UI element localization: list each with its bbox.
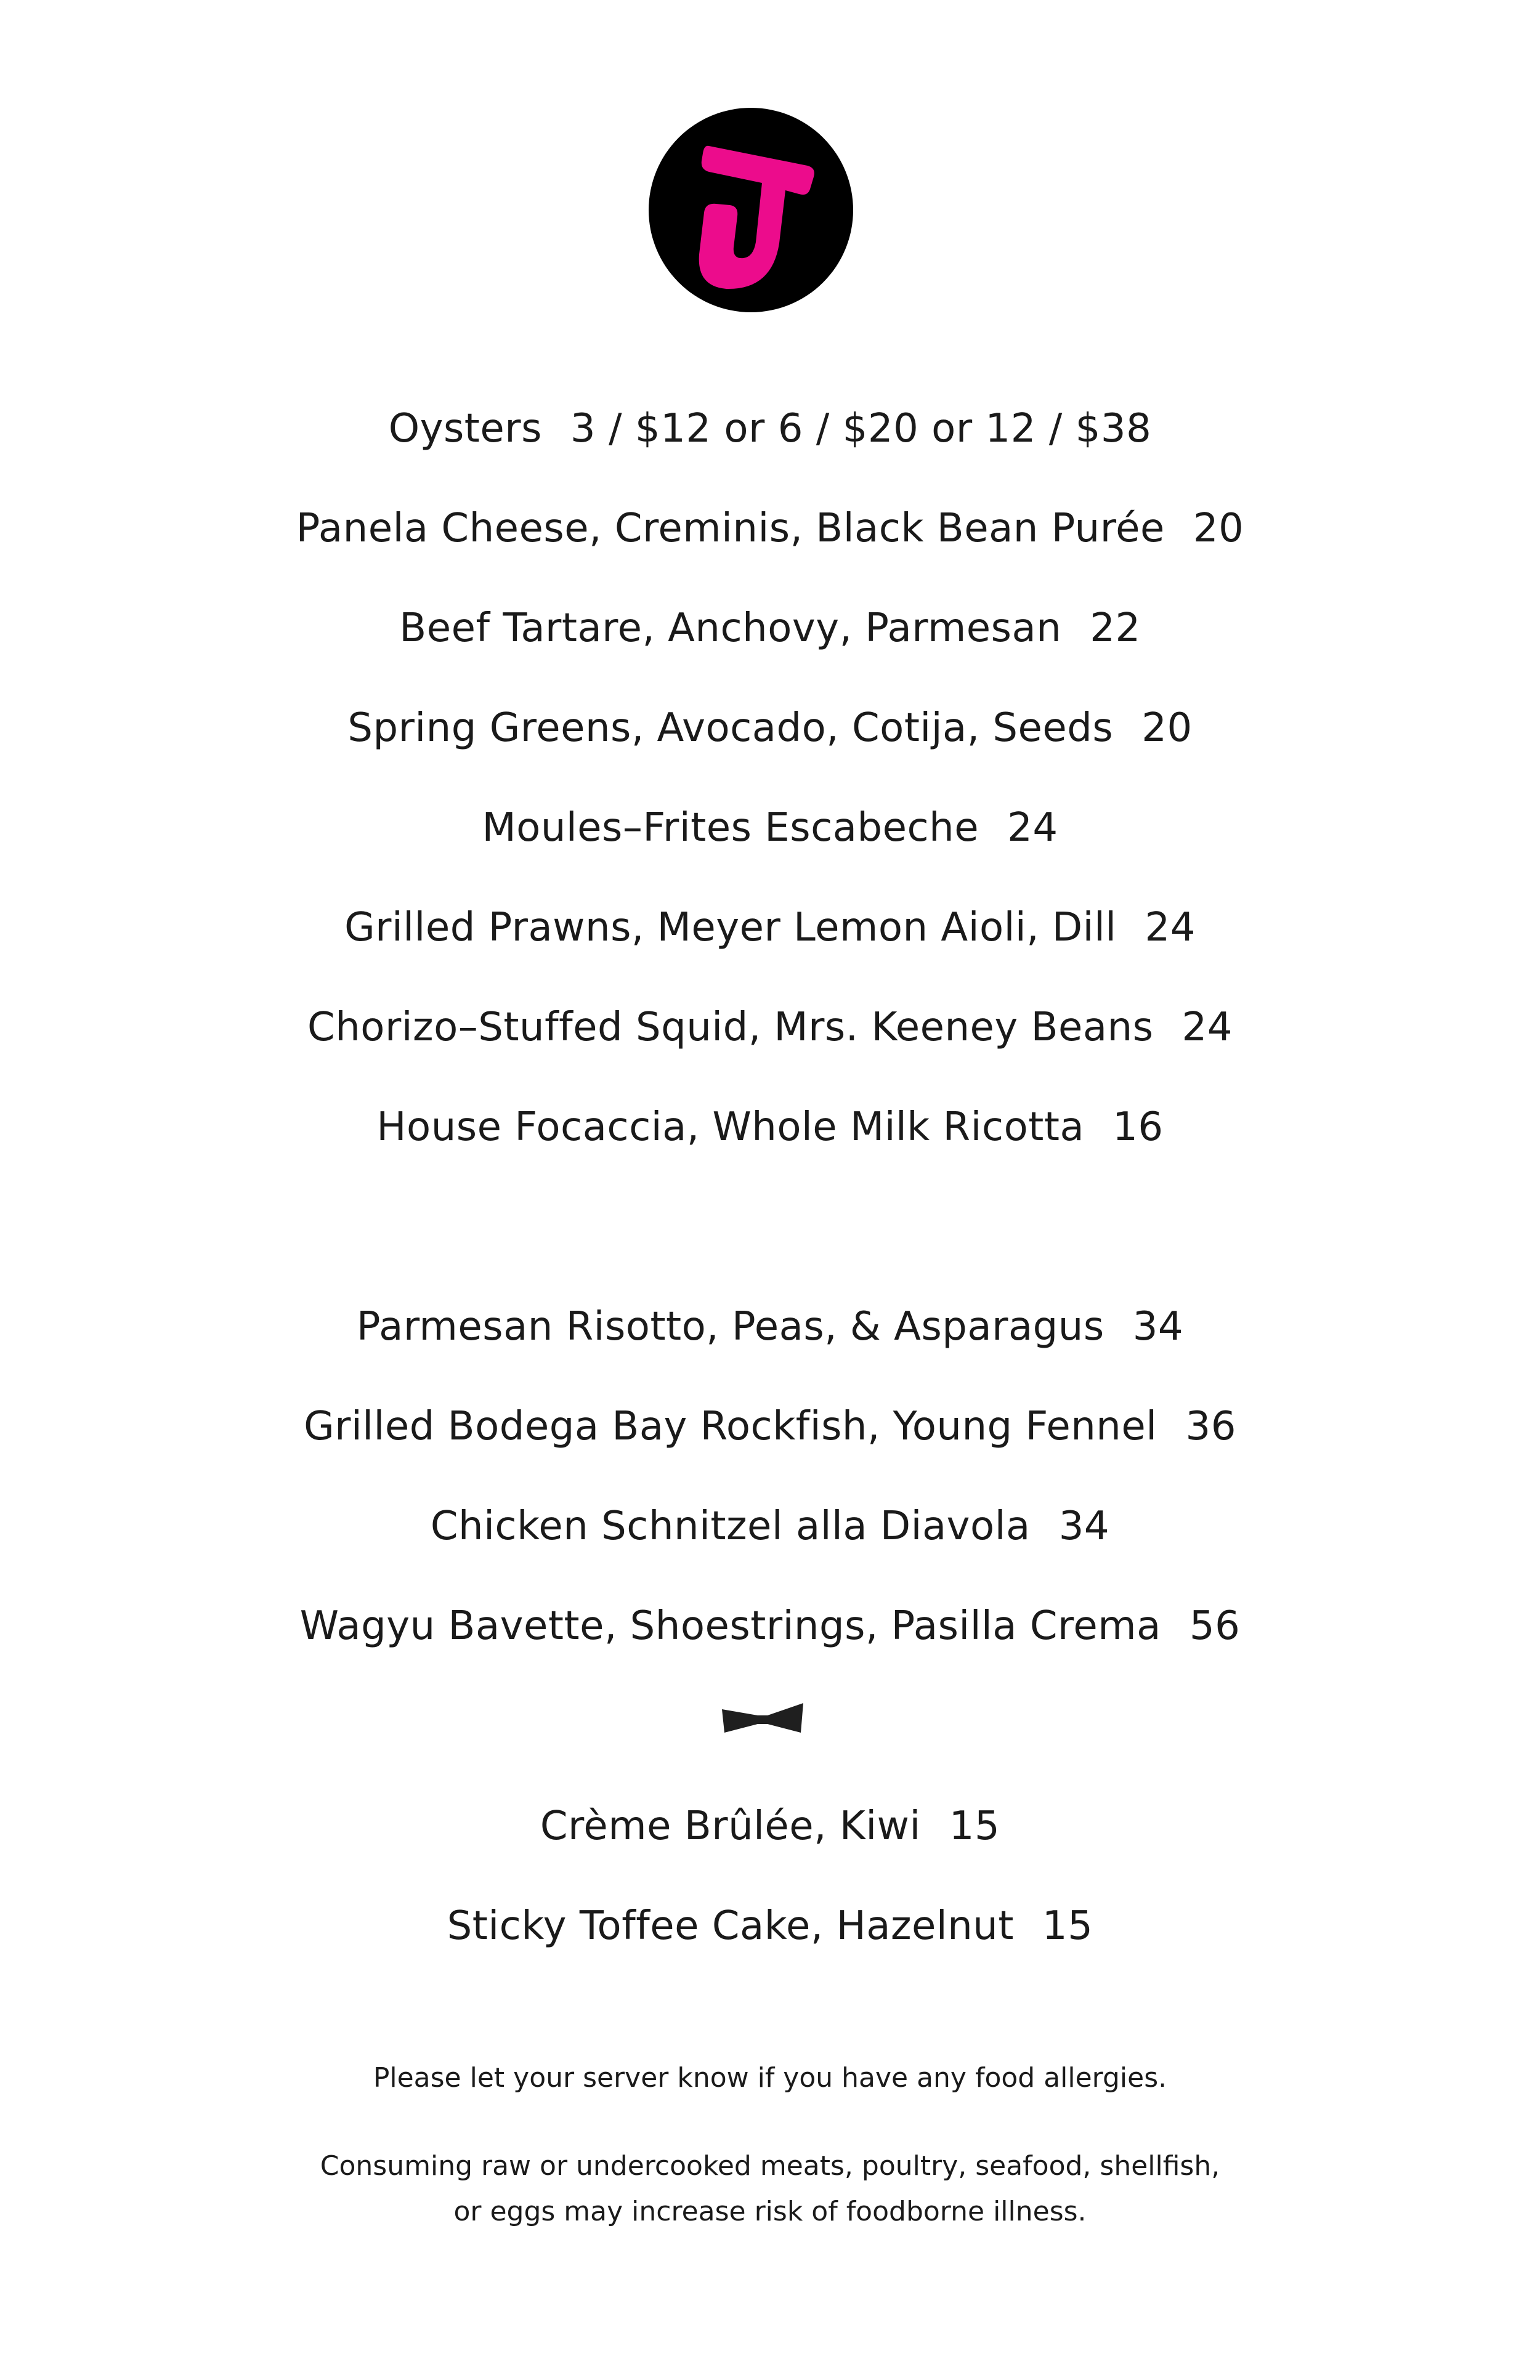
item-name: Oysters xyxy=(388,406,542,451)
item-price: 24 xyxy=(1007,805,1058,851)
raw-food-note-line2: or eggs may increase risk of foodborne illness. xyxy=(453,2196,1087,2227)
item-name: Moules–Frites Escabeche xyxy=(482,805,979,851)
item-price: 56 xyxy=(1189,1603,1241,1649)
item-name: Grilled Prawns, Meyer Lemon Aioli, Dill xyxy=(344,905,1117,950)
item-price: 34 xyxy=(1058,1504,1110,1549)
menu-item-panela-cheese xyxy=(0,504,1540,553)
item-name: Beef Tartare, Anchovy, Parmesan xyxy=(399,605,1062,651)
menu-item-house-focaccia xyxy=(0,1103,1540,1152)
allergy-note: Please let your server know if you have any food allergies. xyxy=(373,2062,1167,2094)
item-price: 24 xyxy=(1145,905,1196,950)
menu-item-oysters xyxy=(0,404,1540,453)
item-name: Chorizo–Stuffed Squid, Mrs. Keeney Beans xyxy=(307,1005,1154,1050)
item-price: 15 xyxy=(949,1803,1000,1849)
item-price: 16 xyxy=(1112,1104,1164,1150)
raw-food-note-line1: Consuming raw or undercooked meats, poultry, seafood, shellfish, xyxy=(320,2150,1220,2182)
item-price: 34 xyxy=(1132,1304,1184,1350)
menu-item-spring-greens xyxy=(0,703,1540,753)
menu-item-chicken-schnitzel xyxy=(0,1502,1540,1551)
item-price: 20 xyxy=(1141,705,1193,751)
bowtie-icon xyxy=(722,1703,803,1734)
menu-item-chorizo-squid xyxy=(0,1003,1540,1052)
item-name: Wagyu Bavette, Shoestrings, Pasilla Crema xyxy=(299,1603,1161,1649)
item-name: Sticky Toffee Cake, Hazelnut xyxy=(447,1903,1014,1949)
item-name: House Focaccia, Whole Milk Ricotta xyxy=(376,1104,1085,1150)
item-name: Spring Greens, Avocado, Cotija, Seeds xyxy=(347,705,1114,751)
item-price: 3 / $12 or 6 / $20 or 12 / $38 xyxy=(570,406,1152,451)
item-price: 20 xyxy=(1193,506,1244,551)
logo-icon xyxy=(649,108,853,312)
menu-item-moules-frites xyxy=(0,803,1540,852)
item-name: Panela Cheese, Creminis, Black Bean Purée xyxy=(296,506,1165,551)
menu-item-grilled-prawns xyxy=(0,903,1540,952)
menu-item-wagyu-bavette xyxy=(0,1601,1540,1651)
item-name: Grilled Bodega Bay Rockfish, Young Fennel xyxy=(304,1404,1157,1449)
menu-item-sticky-toffee xyxy=(0,1901,1540,1951)
item-price: 22 xyxy=(1090,605,1141,651)
menu-item-creme-brulee xyxy=(0,1802,1540,1851)
item-price: 24 xyxy=(1181,1005,1233,1050)
item-price: 36 xyxy=(1185,1404,1236,1449)
menu-item-beef-tartare xyxy=(0,604,1540,653)
item-name: Parmesan Risotto, Peas, & Asparagus xyxy=(356,1304,1104,1350)
item-name: Chicken Schnitzel alla Diavola xyxy=(430,1504,1031,1549)
item-name: Crème Brûlée, Kiwi xyxy=(540,1803,921,1849)
item-price: 15 xyxy=(1042,1903,1093,1949)
menu-item-rockfish xyxy=(0,1402,1540,1451)
menu-item-parmesan-risotto xyxy=(0,1302,1540,1351)
